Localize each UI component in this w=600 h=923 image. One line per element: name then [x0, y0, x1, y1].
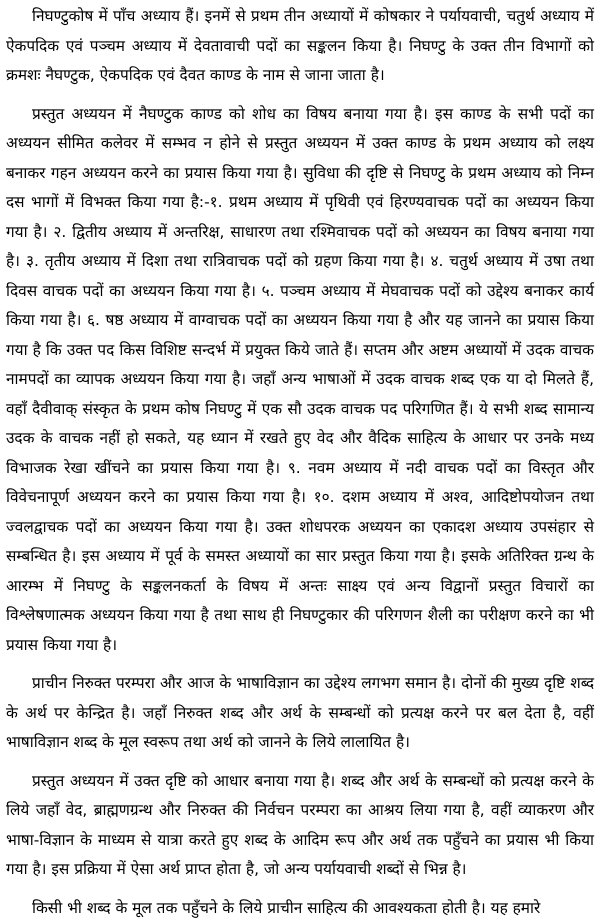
paragraph-gap — [6, 885, 594, 894]
paragraph-study-approach: प्रस्तुत अध्ययन में उक्त दृष्टि को आधार बनाया गया है। शब्द और अर्थ के सम्बन्धों को प्रत्यक्ष करने के लिये जहाँ वेद, ब्राह्मणग्रन्थ और निरुक्त की निर्वचन परम्परा का आश्रय लिया गया है, वहीं व्याकरण और भाषा-विज्ञान के माध्यम से यात्रा करते हुए शब्द के आदिम रूप और अर्थ तक पहुँचने का प्रयास भी किया गया है। इस प्रक्रिया में ऐसा अर्थ प्राप्त होता है, जो अन्य पर्यायवाची शब्दों से भिन्न है। — [6, 767, 594, 885]
paragraph-nighantu-chapters: निघण्टुकोष में पाँच अध्याय हैं। इनमें से प्रथम तीन अध्यायों में कोषकार ने पर्यायवाची, चतुर्थ अध्याय में ऐकपदिक एवं पञ्चम अध्याय में देवतावाची पदों का सङ्कलन किया है। निघण्टु के उक्त तीन विभागों को क्रमशः नैघण्टुक, ऐकपदिक एवं दैवत काण्ड के नाम से जाना जाता है। — [6, 2, 594, 91]
paragraph-gap — [6, 660, 594, 669]
document-page — [6, 2, 594, 923]
paragraph-gap — [6, 758, 594, 767]
paragraph-ancient-literature: किसी भी शब्द के मूल तक पहुँचने के लिये प्राचीन साहित्य की आवश्यकता होती है। यह हमारे — [6, 894, 594, 923]
paragraph-nirukta-linguistics: प्राचीन निरुक्त परम्परा और आज के भाषाविज्ञान का उद्देश्य लगभग समान है। दोनों की मुख्य दृष्टि शब्द के अर्थ पर केन्द्रित है। जहाँ निरुक्त शब्द और अर्थ के सम्बन्धों को प्रत्यक्ष करने पर बल देता है, वहीं भाषाविज्ञान शब्द के मूल स्वरूप तथा अर्थ को जानने के लिये लालायित है। — [6, 669, 594, 758]
paragraph-research-scope: प्रस्तुत अध्ययन में नैघण्टुक काण्ड को शोध का विषय बनाया गया है। इस काण्ड के सभी पदों का अध्ययन सीमित कलेवर में सम्भव न होने से प्रस्तुत अध्ययन में उक्त काण्ड के प्रथम अध्याय को लक्ष्य बनाकर गहन अध्ययन करने का प्रयास किया गया है। सुविधा की दृष्टि से निघण्टु के प्रथम अध्याय को निम्न दस भागों में विभक्त किया गया है:-१. प्रथम अध्याय में पृथिवी एवं हिरण्यवाचक पदों का अध्ययन किया गया है। २. द्वितीय अध्याय में अन्तरिक्ष, साधारण तथा रश्मिवाचक पदों को अध्ययन का विषय बनाया गया है। ३. तृतीय अध्याय में दिशा तथा रात्रिवाचक पदों को ग्रहण किया गया है। ४. चतुर्थ अध्याय में उषा तथा दिवस वाचक पदों का अध्ययन किया गया है। ५. पञ्चम अध्याय में मेघवाचक पदों को उद्देश्य बनाकर कार्य किया गया है। ६. षष्ठ अध्याय में वाग्वाचक पदों का अध्ययन किया गया है और यह जानने का प्रयास किया गया है कि उक्त पद किस विशिष्ट सन्दर्भ में प्रयुक्त किये जाते हैं। सप्तम और अष्टम अध्यायों में उदक वाचक नामपदों का व्यापक अध्ययन किया गया है। जहाँ अन्य भाषाओं में उदक वाचक शब्द एक या दो मिलते हैं, वहाँ दैवीवाक् संस्कृत के प्रथम कोष निघण्टु में एक सौ उदक वाचक पद परिगणित हैं। ये सभी शब्द सामान्य उदक के वाचक नहीं हो सकते, यह ध्यान में रखते हुए वेद और वैदिक साहित्य के आधार पर उनके मध्य विभाजक रेखा खींचने का प्रयास किया गया है। ९. नवम अध्याय में नदी वाचक पदों का विस्तृत और विवेचनापूर्ण अध्ययन करने का प्रयास किया गया है। १०. दशम अध्याय में अश्व, आदिष्टोपयोजन तथा ज्वलद्वाचक पदों का अध्ययन किया गया है। उक्त शोधपरक अध्ययन का एकादश अध्याय उपसंहार से सम्बन्धित है। इस अध्याय में पूर्व के समस्त अध्यायों का सार प्रस्तुत किया गया है। इसके अतिरिक्त ग्रन्थ के आरम्भ में निघण्टु के सङ्कलनकर्ता के विषय में अन्तः साक्ष्य एवं अन्य विद्वानों प्रस्तुत विचारों का विश्लेषणात्मक अध्ययन किया गया है तथा साथ ही निघण्टुकार की परिगणन शैली का परीक्षण करने का भी प्रयास किया गया है। — [6, 100, 594, 661]
paragraph-gap — [6, 91, 594, 100]
